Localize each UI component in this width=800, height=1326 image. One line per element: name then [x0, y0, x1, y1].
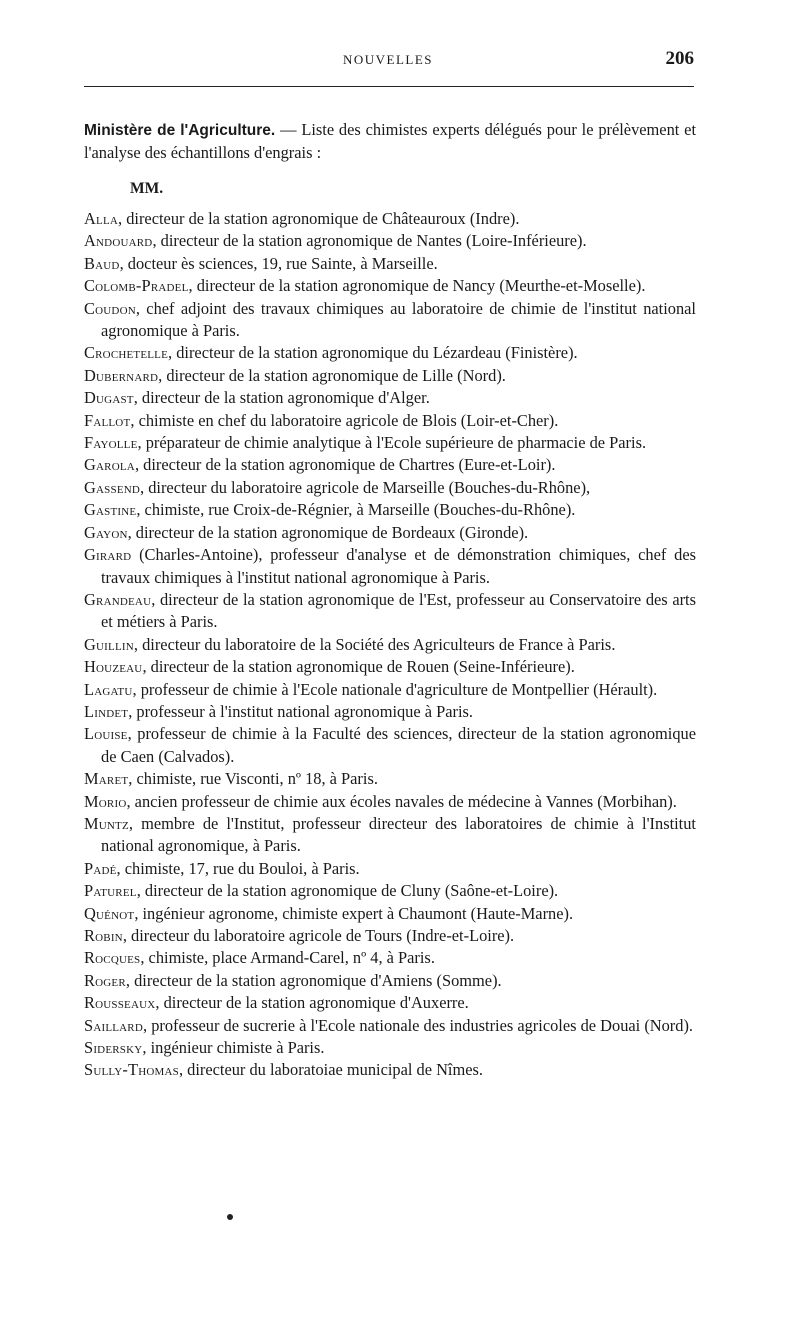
list-item — [84, 387, 696, 409]
chemist-description: , directeur de la station agronomique d'Auxerre. — [155, 993, 469, 1013]
list-item — [84, 634, 696, 656]
chemist-description: , ingénieur chimiste à Paris. — [142, 1038, 325, 1058]
chemist-name: Dugast — [84, 388, 134, 408]
running-title: NOUVELLES — [342, 52, 434, 67]
list-item — [84, 477, 696, 499]
chemist-list — [84, 208, 696, 1082]
chemist-description: , directeur du laboratoire de la Société des Agriculteurs de France à Paris. — [133, 634, 616, 654]
running-head — [82, 48, 694, 74]
list-item — [84, 522, 696, 544]
chemist-name: Houzeau — [84, 657, 143, 677]
list-item — [84, 342, 696, 364]
chemist-description: , directeur de la station agronomique de Nancy (Meurthe-et-Moselle). — [188, 276, 646, 296]
chemist-description: , chimiste, rue Visconti, nº 18, à Paris. — [128, 769, 378, 789]
list-item — [84, 791, 696, 813]
chemist-name: Colomb-Pradel — [84, 276, 189, 296]
chemist-description: , chimiste en chef du laboratoire agricole de Blois (Loir-et-Cher). — [130, 410, 559, 430]
page-number: 206 — [665, 48, 694, 69]
chemist-name: Crochetelle — [84, 343, 169, 363]
chemist-description: , chimiste, 17, rue du Bouloi, à Paris. — [116, 858, 360, 878]
list-item — [84, 679, 696, 701]
chemist-name: Guillin — [84, 634, 134, 654]
intro-text: — Liste des chimistes experts délégués pour le prélèvement et l'analyse des échantillons d'engrais : — [84, 120, 697, 162]
chemist-description: , directeur de la station agronomique de Rouen (Seine-Inférieure). — [142, 657, 575, 677]
list-item — [84, 230, 696, 252]
list-item — [84, 1015, 696, 1037]
chemist-description: , chef adjoint des travaux chimiques au laboratoire de chimie de l'institut national agronomique à Paris. — [101, 298, 696, 341]
list-item — [84, 701, 696, 723]
list-item — [84, 925, 696, 947]
list-item — [84, 208, 696, 230]
chemist-name: Padé — [84, 858, 117, 878]
list-item — [84, 947, 696, 969]
chemist-description: (Charles-Antoine), professeur d'analyse et de démonstration chimiques, chef des travaux chimiques à l'institut national agronomique à Paris. — [101, 545, 696, 587]
chemist-description: , membre de l'Institut, professeur directeur des laboratoires de chimie à l'Institut national agronomique, à Paris. — [101, 813, 696, 856]
chemist-name: Fallot — [84, 410, 131, 430]
list-item — [84, 768, 696, 790]
list-item — [84, 589, 696, 634]
chemist-description: , professeur de sucrerie à l'Ecole nationale des industries agricoles de Douai (Nord). — [143, 1015, 694, 1035]
list-item — [84, 499, 696, 521]
chemist-name: Saillard — [84, 1015, 143, 1035]
chemist-description: , ingénieur agronome, chimiste expert à Chaumont (Haute-Marne). — [134, 903, 574, 923]
chemist-name: Louise — [84, 724, 128, 744]
chemist-name: Sidersky — [84, 1038, 143, 1058]
intro-paragraph — [84, 119, 696, 164]
chemist-name: Lindet — [84, 701, 129, 721]
chemist-name: Quénot — [84, 903, 135, 923]
list-item — [84, 298, 696, 343]
chemist-name: Gastine — [84, 500, 137, 520]
list-item — [84, 454, 696, 476]
list-item — [84, 275, 696, 297]
list-item — [84, 365, 696, 387]
list-item — [84, 992, 696, 1014]
chemist-description: , directeur de la station agronomique de l'Est, professeur au Conservatoire des arts et métiers à Paris. — [101, 589, 696, 632]
salutation: MM. — [130, 180, 164, 197]
chemist-description: , directeur du laboratoire agricole de Tours (Indre-et-Loire). — [122, 926, 515, 945]
list-item — [84, 813, 696, 858]
chemist-description: , préparateur de chimie analytique à l'Ecole supérieure de pharmacie de Paris. — [137, 433, 647, 453]
chemist-name: Girard — [84, 545, 132, 565]
chemist-description: , directeur de la station agronomique de Nantes (Loire-Inférieure). — [152, 231, 587, 251]
list-item — [84, 858, 696, 880]
chemist-name: Baud — [84, 253, 120, 273]
chemist-description: , chimiste, place Armand-Carel, nº 4, à Paris. — [140, 948, 435, 968]
chemist-name: Roger — [84, 970, 126, 990]
chemist-name: Muntz — [84, 813, 129, 833]
chemist-name: Maret — [84, 769, 129, 789]
decorative-dot — [227, 1214, 233, 1220]
chemist-description: , professeur de chimie à l'Ecole nationale d'agriculture de Montpellier (Hérault). — [132, 679, 658, 699]
chemist-name: Paturel — [84, 881, 137, 901]
chemist-name: Garola — [84, 455, 135, 475]
list-item — [84, 656, 696, 678]
chemist-description: , directeur de la station agronomique de Chartres (Eure-et-Loir). — [134, 455, 556, 475]
list-item — [84, 253, 696, 275]
chemist-name: Dubernard — [84, 365, 159, 385]
list-item — [84, 1059, 696, 1081]
list-item — [84, 880, 696, 902]
chemist-name: Gayon — [84, 522, 128, 542]
chemist-description: , docteur ès sciences, 19, rue Sainte, à Marseille. — [119, 253, 438, 273]
chemist-name: Gassend — [84, 477, 141, 497]
list-item — [84, 903, 696, 925]
chemist-name: Lagatu — [84, 679, 133, 699]
chemist-description: , directeur du laboratoiae municipal de Nîmes. — [178, 1060, 483, 1080]
list-item — [84, 723, 696, 768]
chemist-description: , ancien professeur de chimie aux écoles navales de médecine à Vannes (Morbihan). — [126, 791, 677, 811]
chemist-description: , directeur de la station agronomique de Cluny (Saône-et-Loire). — [136, 881, 559, 901]
list-item — [84, 432, 696, 454]
section-heading: Ministère de l'Agriculture. — [84, 122, 276, 139]
header-rule — [84, 86, 694, 87]
chemist-description: , directeur de la station agronomique de Bordeaux (Gironde). — [127, 522, 529, 542]
chemist-description: , chimiste, rue Croix-de-Régnier, à Marseille (Bouches-du-Rhône). — [136, 500, 576, 520]
chemist-description: , directeur de la station agronomique du Lézardeau (Finistère). — [168, 343, 578, 363]
chemist-description: , professeur de chimie à la Faculté des sciences, directeur de la station agronomique de Caen (Calvados). — [101, 724, 696, 766]
chemist-name: Sully-Thomas — [84, 1060, 179, 1080]
chemist-description: , directeur du laboratoire agricole de Marseille (Bouches-du-Rhône), — [140, 477, 591, 497]
chemist-name: Coudon — [84, 298, 136, 318]
chemist-name: Alla — [84, 209, 119, 228]
chemist-name: Andouard — [84, 231, 153, 251]
chemist-name: Rocques — [84, 948, 141, 968]
chemist-description: , directeur de la station agronomique de Lille (Nord). — [158, 365, 506, 385]
chemist-name: Grandeau — [84, 589, 152, 609]
list-item — [84, 1037, 696, 1059]
list-item — [84, 544, 696, 589]
chemist-name: Morio — [84, 791, 127, 811]
list-item — [84, 970, 696, 992]
chemist-name: Robin — [84, 926, 123, 945]
chemist-description: , directeur de la station agronomique d'Alger. — [133, 388, 430, 408]
chemist-description: , directeur de la station agronomique d'Amiens (Somme). — [125, 970, 502, 990]
chemist-name: Fayolle — [84, 433, 138, 453]
chemist-description: , professeur à l'institut national agronomique à Paris. — [128, 701, 474, 721]
chemist-name: Rousseaux — [84, 993, 156, 1013]
list-item — [84, 410, 696, 432]
chemist-description: , directeur de la station agronomique de Châteauroux (Indre). — [118, 209, 520, 228]
